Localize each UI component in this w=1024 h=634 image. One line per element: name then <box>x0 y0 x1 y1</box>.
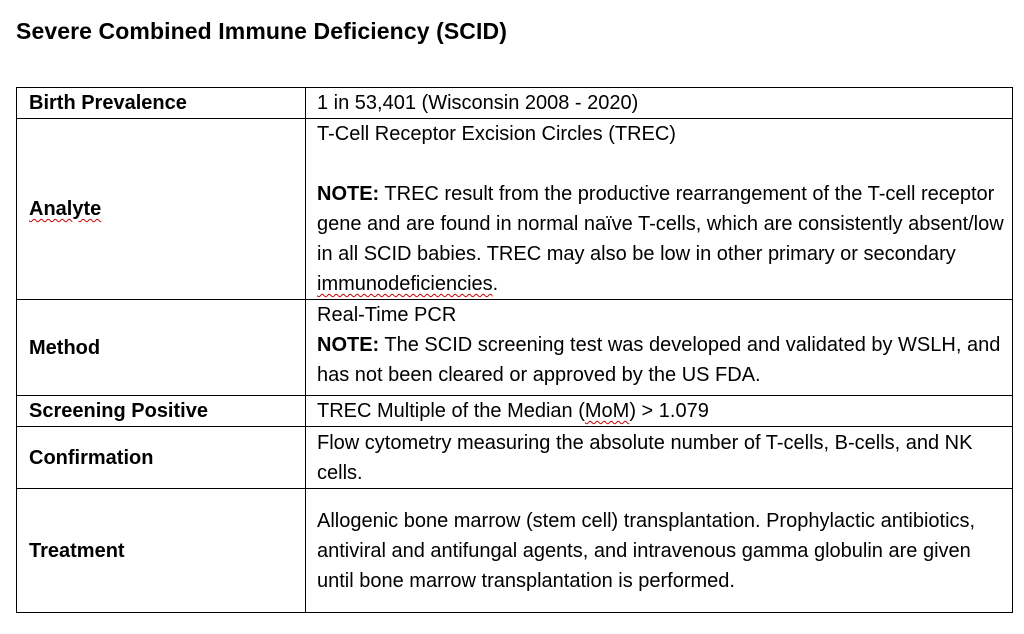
table-row-screening-positive <box>17 396 1013 427</box>
analyte-note-text: TREC result from the productive rearrangement of the T-cell receptor gene and are found in normal naïve T-cells, which are consistently absent/low in all SCID babies. TREC may also be low in other primary or secondary <box>317 183 1004 265</box>
screening-value-mom: MoM <box>584 400 630 422</box>
method-value: Real-Time PCR <box>317 304 457 326</box>
row-label-confirmation: Confirmation <box>17 427 306 489</box>
screening-value-start: TREC Multiple of the Median ( <box>317 400 585 422</box>
row-value-analyte <box>306 119 1013 300</box>
analyte-note-end: . <box>492 273 499 295</box>
row-label-analyte <box>17 119 306 300</box>
row-label-treatment: Treatment <box>17 489 306 613</box>
analyte-note <box>317 179 1008 299</box>
row-value-confirmation: Flow cytometry measuring the absolute number of T-cells, B-cells, and NK cells. <box>306 427 1013 489</box>
table-row-treatment <box>17 489 1013 613</box>
row-label-method: Method <box>17 300 306 396</box>
row-label-birth-prevalence: Birth Prevalence <box>17 88 306 119</box>
analyte-note-label: NOTE: <box>317 183 380 205</box>
analyte-note-underlined-word: immunodeficiencies <box>317 273 493 295</box>
analyte-label-text: Analyte <box>29 198 102 220</box>
table-row-analyte <box>17 119 1013 300</box>
row-value-method <box>306 300 1013 396</box>
row-value-screening-positive <box>306 396 1013 427</box>
table-row-birth-prevalence <box>17 88 1013 119</box>
method-note-text: The SCID screening test was developed and validated by WSLH, and has not been cleared or approved by the US FDA. <box>317 334 1001 386</box>
analyte-value: T-Cell Receptor Excision Circles (TREC) <box>317 123 676 145</box>
row-value-birth-prevalence: 1 in 53,401 (Wisconsin 2008 - 2020) <box>306 88 1013 119</box>
method-note-label: NOTE: <box>317 334 380 356</box>
table-row-method <box>17 300 1013 396</box>
row-label-screening-positive: Screening Positive <box>17 396 306 427</box>
scid-info-table <box>16 87 1013 613</box>
method-note <box>317 330 1008 390</box>
table-row-confirmation <box>17 427 1013 489</box>
row-value-treatment: Allogenic bone marrow (stem cell) transplantation. Prophylactic antibiotics, antiviral and antifungal agents, and intravenous gamma globulin are given until bone marrow transplantation is performed. <box>306 489 1013 613</box>
document-title: Severe Combined Immune Deficiency (SCID) <box>16 18 507 44</box>
analyte-spacer <box>317 149 1008 179</box>
screening-value-end: ) > 1.079 <box>629 400 709 422</box>
